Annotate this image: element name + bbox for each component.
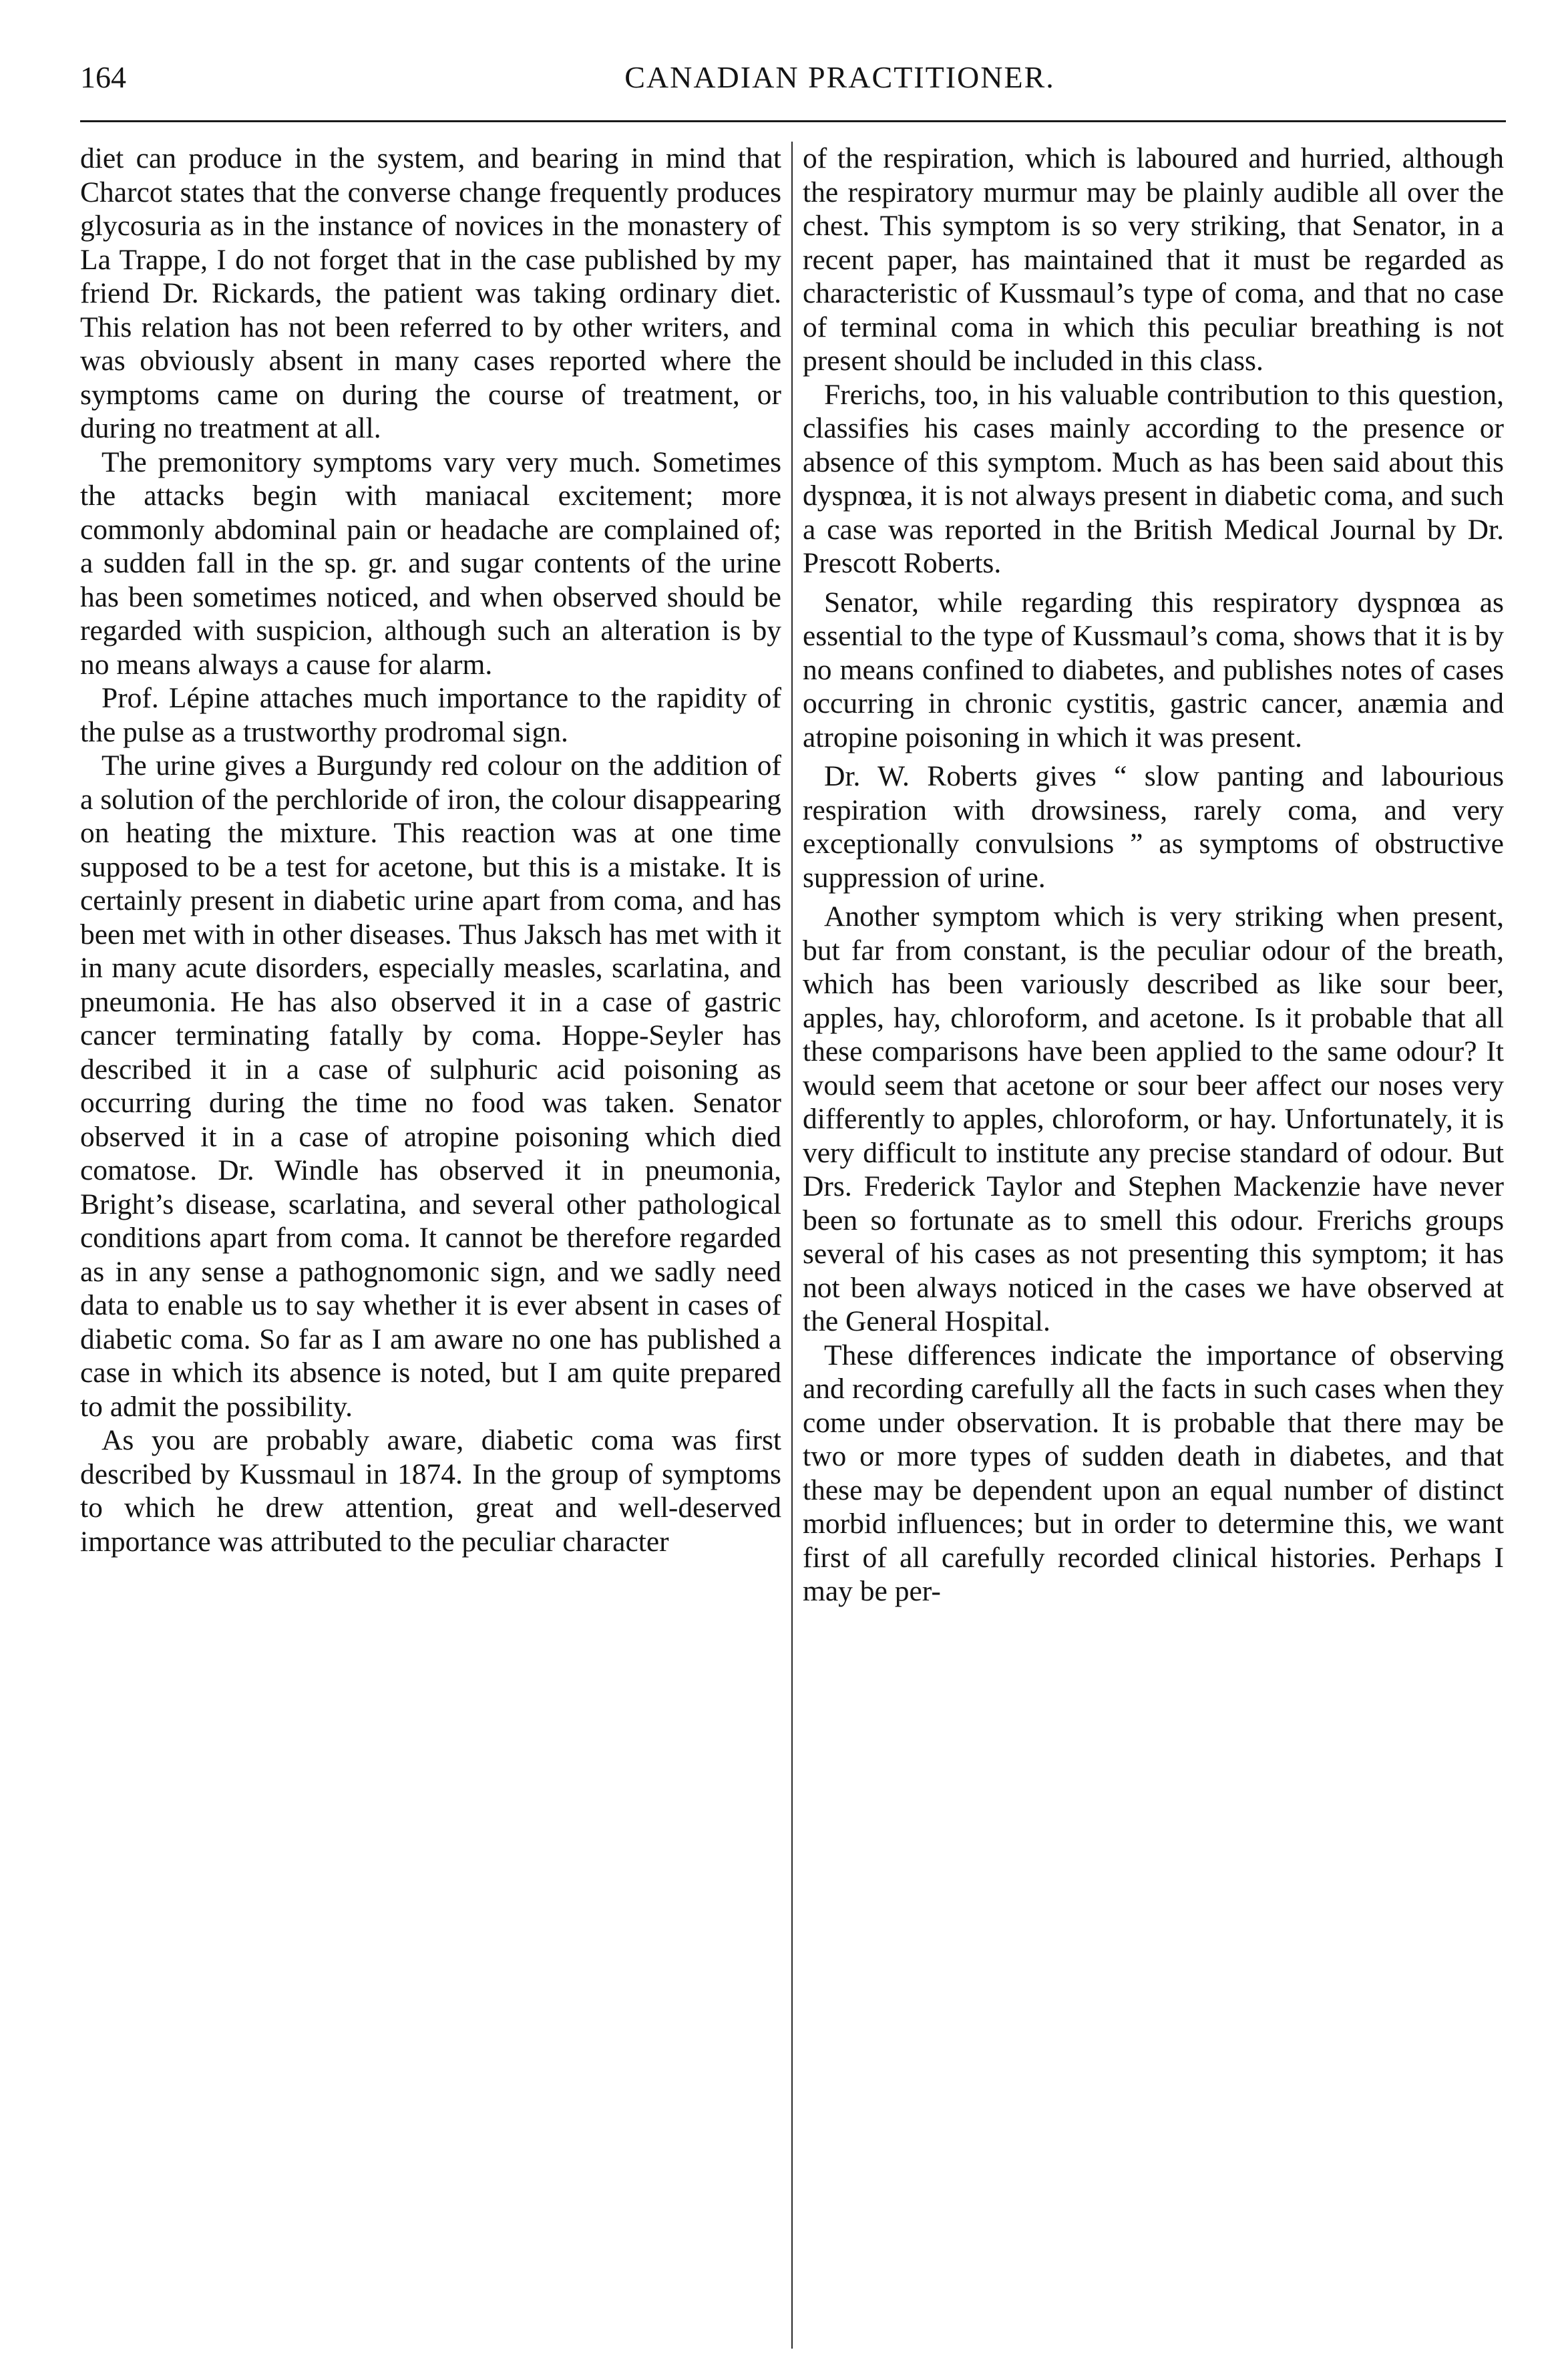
- paragraph: Prof. Lépine attaches much importance to the rapidity of the pulse as a trustworthy prodromal sign.: [80, 682, 781, 748]
- paragraph: These differences indicate the importance of observing and recording carefully all the facts in such cases when they come under observation. It is probable that there may be two or more types of sudden death in diabetes, and that these may be dependent upon an equal number of distinct morbid influences; but in order to determine this, we want first of all carefully recorded clinical histories. Perhaps I may be per-: [803, 1339, 1504, 1607]
- journal-page: [80, 51, 1506, 2349]
- header-rule: [80, 120, 1506, 122]
- paragraph: As you are probably aware, diabetic coma was first described by Kussmaul in 1874. In the group of symptoms to which he drew attention, great and well-deserved importance was attributed to the peculiar character: [80, 1424, 781, 1558]
- paragraph: Dr. W. Roberts gives “ slow panting and labourious respiration with drowsiness, rarely coma, and very exceptionally convulsions ” as symptoms of obstructive suppression of urine.: [803, 760, 1504, 894]
- text-columns: [80, 142, 1506, 2349]
- right-column: [793, 142, 1504, 2349]
- running-head: [80, 51, 1506, 104]
- paragraph: Senator, while regarding this respiratory dyspnœa as essential to the type of Kussmaul’s coma, shows that it is by no means confined to diabetes, and publishes notes of cases occurring in chronic cystitis, gastric cancer, anæmia and atropine poisoning in which it was present.: [803, 586, 1504, 753]
- paragraph: Another symptom which is very striking when present, but far from constant, is the peculiar odour of the breath, which has been variously described as like sour beer, apples, hay, chloroform, and acetone. Is it probable that all these comparisons have been applied to the same odour? It would seem that acetone or sour beer affect our noses very differently to apples, chloroform, or hay. Unfortunately, it is very difficult to institute any precise standard of odour. But Drs. Frederick Taylor and Stephen Mackenzie have never been so fortunate as to smell this odour. Frerichs groups several of his cases as not presenting this symptom; it has not been always noticed in the cases we have observed at the General Hospital.: [803, 900, 1504, 1337]
- left-column: [80, 142, 791, 2349]
- paragraph: diet can produce in the system, and bearing in mind that Charcot states that the converse change frequently produces glycosuria as in the instance of novices in the monastery of La Trappe, I do not forget that in the case published by my friend Dr. Rickards, the patient was taking ordinary diet. This relation has not been referred to by other writers, and was obviously absent in many cases reported where the symptoms came on during the course of treatment, or during no treatment at all.: [80, 142, 781, 444]
- paragraph: The urine gives a Burgundy red colour on the addition of a solution of the perchloride of iron, the colour disappearing on heating the mixture. This reaction was at one time supposed to be a test for acetone, but this is a mistake. It is certainly present in diabetic urine apart from coma, and has been met with in other diseases. Thus Jaksch has met with it in many acute disorders, especially measles, scarlatina, and pneumonia. He has also observed it in a case of gastric cancer terminating fatally by coma. Hoppe-Seyler has described it in a case of sulphuric acid poisoning as occurring during the time no food was taken. Senator observed it in a case of atropine poisoning which died comatose. Dr. Windle has observed it in pneumonia, Bright’s disease, scarlatina, and several other pathological conditions apart from coma. It cannot be therefore regarded as in any sense a pathognomonic sign, and we sadly need data to enable us to say whether it is ever absent in cases of diabetic coma. So far as I am aware no one has published a case in which its absence is noted, but I am quite prepared to admit the possibility.: [80, 749, 781, 1423]
- journal-title: CANADIAN PRACTITIONER.: [624, 60, 1055, 94]
- page-number: 164: [80, 60, 126, 94]
- paragraph: Frerichs, too, in his valuable contribution to this question, classifies his cases mainly according to the presence or absence of this symptom. Much as has been said about this dyspnœa, it is not always present in diabetic coma, and such a case was reported in the British Medical Journal by Dr. Prescott Roberts.: [803, 378, 1504, 579]
- paragraph: of the respiration, which is laboured and hurried, although the respiratory murmur may be plainly audible all over the chest. This symptom is so very striking, that Senator, in a recent paper, has maintained that it must be regarded as characteristic of Kussmaul’s type of coma, and that no case of terminal coma in which this peculiar breathing is not present should be included in this class.: [803, 142, 1504, 377]
- paragraph: The premonitory symptoms vary very much. Sometimes the attacks begin with maniacal excitement; more commonly abdominal pain or headache are complained of; a sudden fall in the sp. gr. and sugar contents of the urine has been sometimes noticed, and when observed should be regarded with suspicion, although such an alteration is by no means always a cause for alarm.: [80, 446, 781, 681]
